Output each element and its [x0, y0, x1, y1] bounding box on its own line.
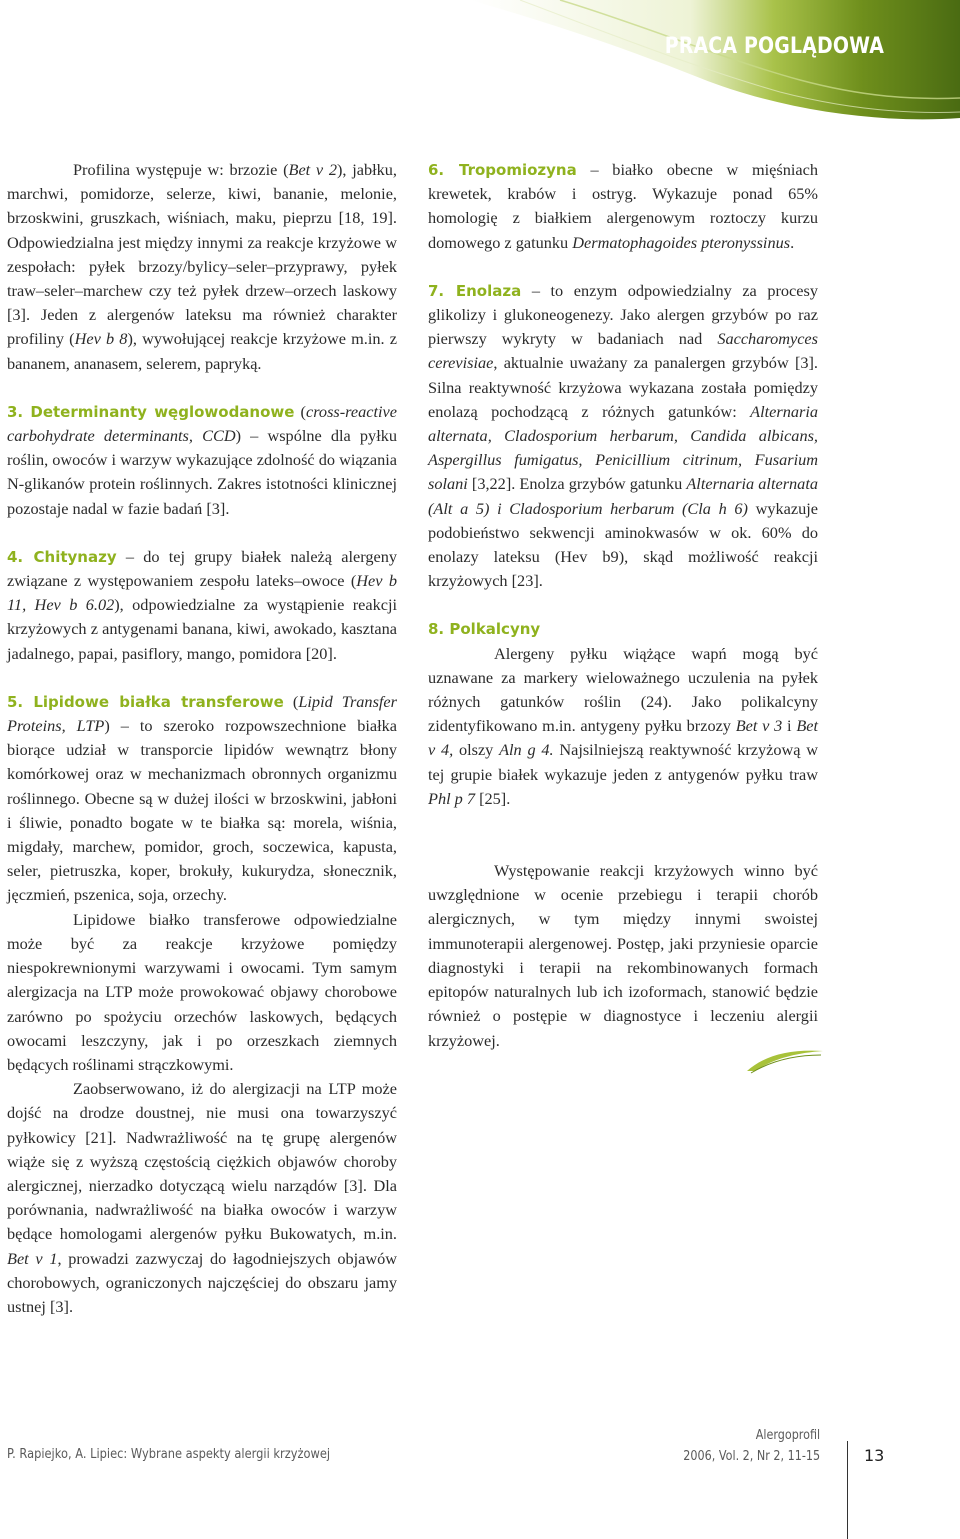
footer-journal-info: [683, 1425, 820, 1467]
section-8-polcalcins: Alergeny pyłku wiążące wapń mogą być uznawane za markery wieloważnego uczulenia na pyłek różnych gatunków roślin (24). Jako polikalcyny zidentyfikowano m.in. antygeny pyłku brzozy Bet v 3 i Bet v 4, olszy Aln g 4. Najsilniejszą reaktywność krzyżową w tej grupie białek wykazuje jeden z antygenów pyłku traw Phl p 7 [25].: [428, 643, 819, 808]
right-column: [428, 158, 818, 1053]
section-3-heading: 3. Determinanty węglowodanowe: [7, 402, 295, 421]
leaf-swoosh-icon: [745, 1045, 825, 1075]
footer-divider: [847, 1441, 848, 1539]
header-band: [0, 0, 960, 130]
section-4-heading: 4. Chitynazy: [7, 547, 117, 566]
section-7-heading: 7. Enolaza: [428, 281, 522, 300]
section-6-tropomyosin: 6. Tropomiozyna – białko obecne w mięśniach krewetek, krabów i ostryg. Wykazuje ponad 65% homologię z białkiem alergenowym roztoczy kurzu domowego z gatunku Dermatophagoides pteronyssinus.: [428, 160, 818, 252]
section-4-chitinases: 4. Chitynazy – do tej grupy białek należą alergeny związane z występowaniem zespołu lateks–owoce (Hev b 11, Hev b 6.02), odpowiedzialne za wystąpienie reakcji krzyżowych z antygenami banana, kiwi, awokado, kasztana jadalnego, papai, pasiflory, mango, pomidora [20].: [7, 546, 398, 663]
left-column: [7, 158, 397, 1319]
footer-journal-name: Alergoprofil: [755, 1428, 820, 1443]
paragraph-profilina: Profilina występuje w: brzozie (Bet v 2), jabłku, marchwi, pomidorze, selerze, kiwi, bananie, melonie, brzoskwini, gruszkach, wiśniach, maku, pieprzu [18, 19]. Odpowiedzialna jest między innymi za reakcje krzyżowe w zespołach: pyłek brzozy/bylicy–seler–przyprawy, pyłek traw–seler–marchew czy też pyłek drzew–orzech laskowy [3]. Jeden z alergenów lateksu ma również charakter profiliny (Hev b 8), wywołującej reakcje krzyżowe m.in. z bananem, ananasem, selerem, papryką.: [7, 160, 398, 373]
paragraph-conclusion: Występowanie reakcji krzyżowych winno być uwzględnione w ocenie przebiegu i terapii chorób alergicznych, w tym między innymi swoistej immunoterapii alergenowej. Postęp, jaki przyniesie oparcie diagnostyki i terapii na rekombinowanych formach epitopów naturalnych lub ich izoformach, stanowić będzie również o postępie w diagnostyce i leczeniu alergii krzyżowej.: [428, 861, 818, 1050]
header-leaf-graphic: [0, 0, 960, 130]
section-5-heading: 5. Lipidowe białka transferowe: [7, 692, 284, 711]
page-number: 13: [864, 1446, 885, 1465]
section-3-ccd: 3. Determinanty węglowodanowe (cross-reactive carbohydrate determinants, CCD) – wspólne dla pyłku roślin, owoców i warzyw wykazujące zdolność do wiązania N-glikanów protein roślinnych. Zakres istotności klinicznej pozostaje nadal w fazie badań [3].: [7, 401, 398, 518]
footer-authors: P. Rapiejko, A. Lipiec: Wybrane aspekty alergii krzyżowej: [7, 1447, 331, 1462]
section-7-enolase: 7. Enolaza – to enzym odpowiedzialny za procesy glikolizy i glukoneogenezy. Jako alergen grzybów po raz pierwszy wykryty w badaniach nad Saccharomyces cerevisiae, aktualnie uważany za panalergen grzybów [3]. Silna reaktywność krzyżowa wykazana została pomiędzy enolazą pochodzącą z różnych gatunków: Alternaria alternata, Cladosporium herbarum, Candida albicans, Aspergillus fumigatus, Penicillium citrinum, Fusarium solani [3,22]. Enolza grzybów gatunku Alternaria alternata (Alt a 5) i Cladosporium herbarum (Cla h 6) wykazuje podobieństwo sekwencji aminokwasów w ok. 60% do enolazy lateksu (Hev b9), skąd możliwość reakcji krzyżowych [23].: [428, 280, 819, 591]
section-8-heading: 8. Polkalcyny: [428, 620, 541, 639]
paragraph-ltp-oral: Zaobserwowano, iż do alergizacji na LTP może dojść na drodze doustnej, nie musi ona towarzyszyć pyłkowicy [21]. Nadwrażliwość na tę grupę alergenów wiąże się z wyższą częstością ciężkich objawów choroby alergicznej, nierzadko dotyczącą wielu narządów [3]. Dla porównania, nadwrażliwość na białka owoców i warzyw będące homologami alergenów pyłku Bukowatych, m.in. Bet v 1, prowadzi zazwyczaj do łagodniejszych objawów chorobowych, ograniczonych najczęściej do obszaru jamy ustnej [3].: [7, 1079, 398, 1316]
paragraph-ltp-cross: Lipidowe białko transferowe odpowiedzialne może być za reakcje krzyżowe pomiędzy niespokrewnionymi warzywami i owocami. Tym samym alergizacja na LTP może prowokować objawy chorobowe zarówno po spożyciu orzechów laskowych, będących owocami leszczyny, jak i po orzeszkach ziemnych będących roślinami strączkowymi.: [7, 909, 397, 1074]
section-8-heading-line: [428, 617, 818, 641]
footer-issue: 2006, Vol. 2, Nr 2, 11-15: [683, 1449, 820, 1464]
section-6-heading: 6. Tropomiozyna: [428, 161, 577, 179]
section-label: PRACA POGLĄDOWA: [664, 34, 884, 59]
section-5-ltp: 5. Lipidowe białka transferowe (Lipid Transfer Proteins, LTP) – to szeroko rozpowszechnione białka biorące udział w transporcie lipidów wewnątrz błony komórkowej oraz w mechanizmach obronnych organizmu roślinnego. Obecne są w dużej ilości w brzoskwini, jabłoni i śliwie, ponadto bogate w te białka są: morela, wiśnia, migdały, marchew, pomidor, groch, soczewica, kapusta, seler, pietruszka, koper, brokuły, kukurydza, słonecznik, jęczmień, pszenica, soja, orzechy.: [7, 691, 397, 905]
